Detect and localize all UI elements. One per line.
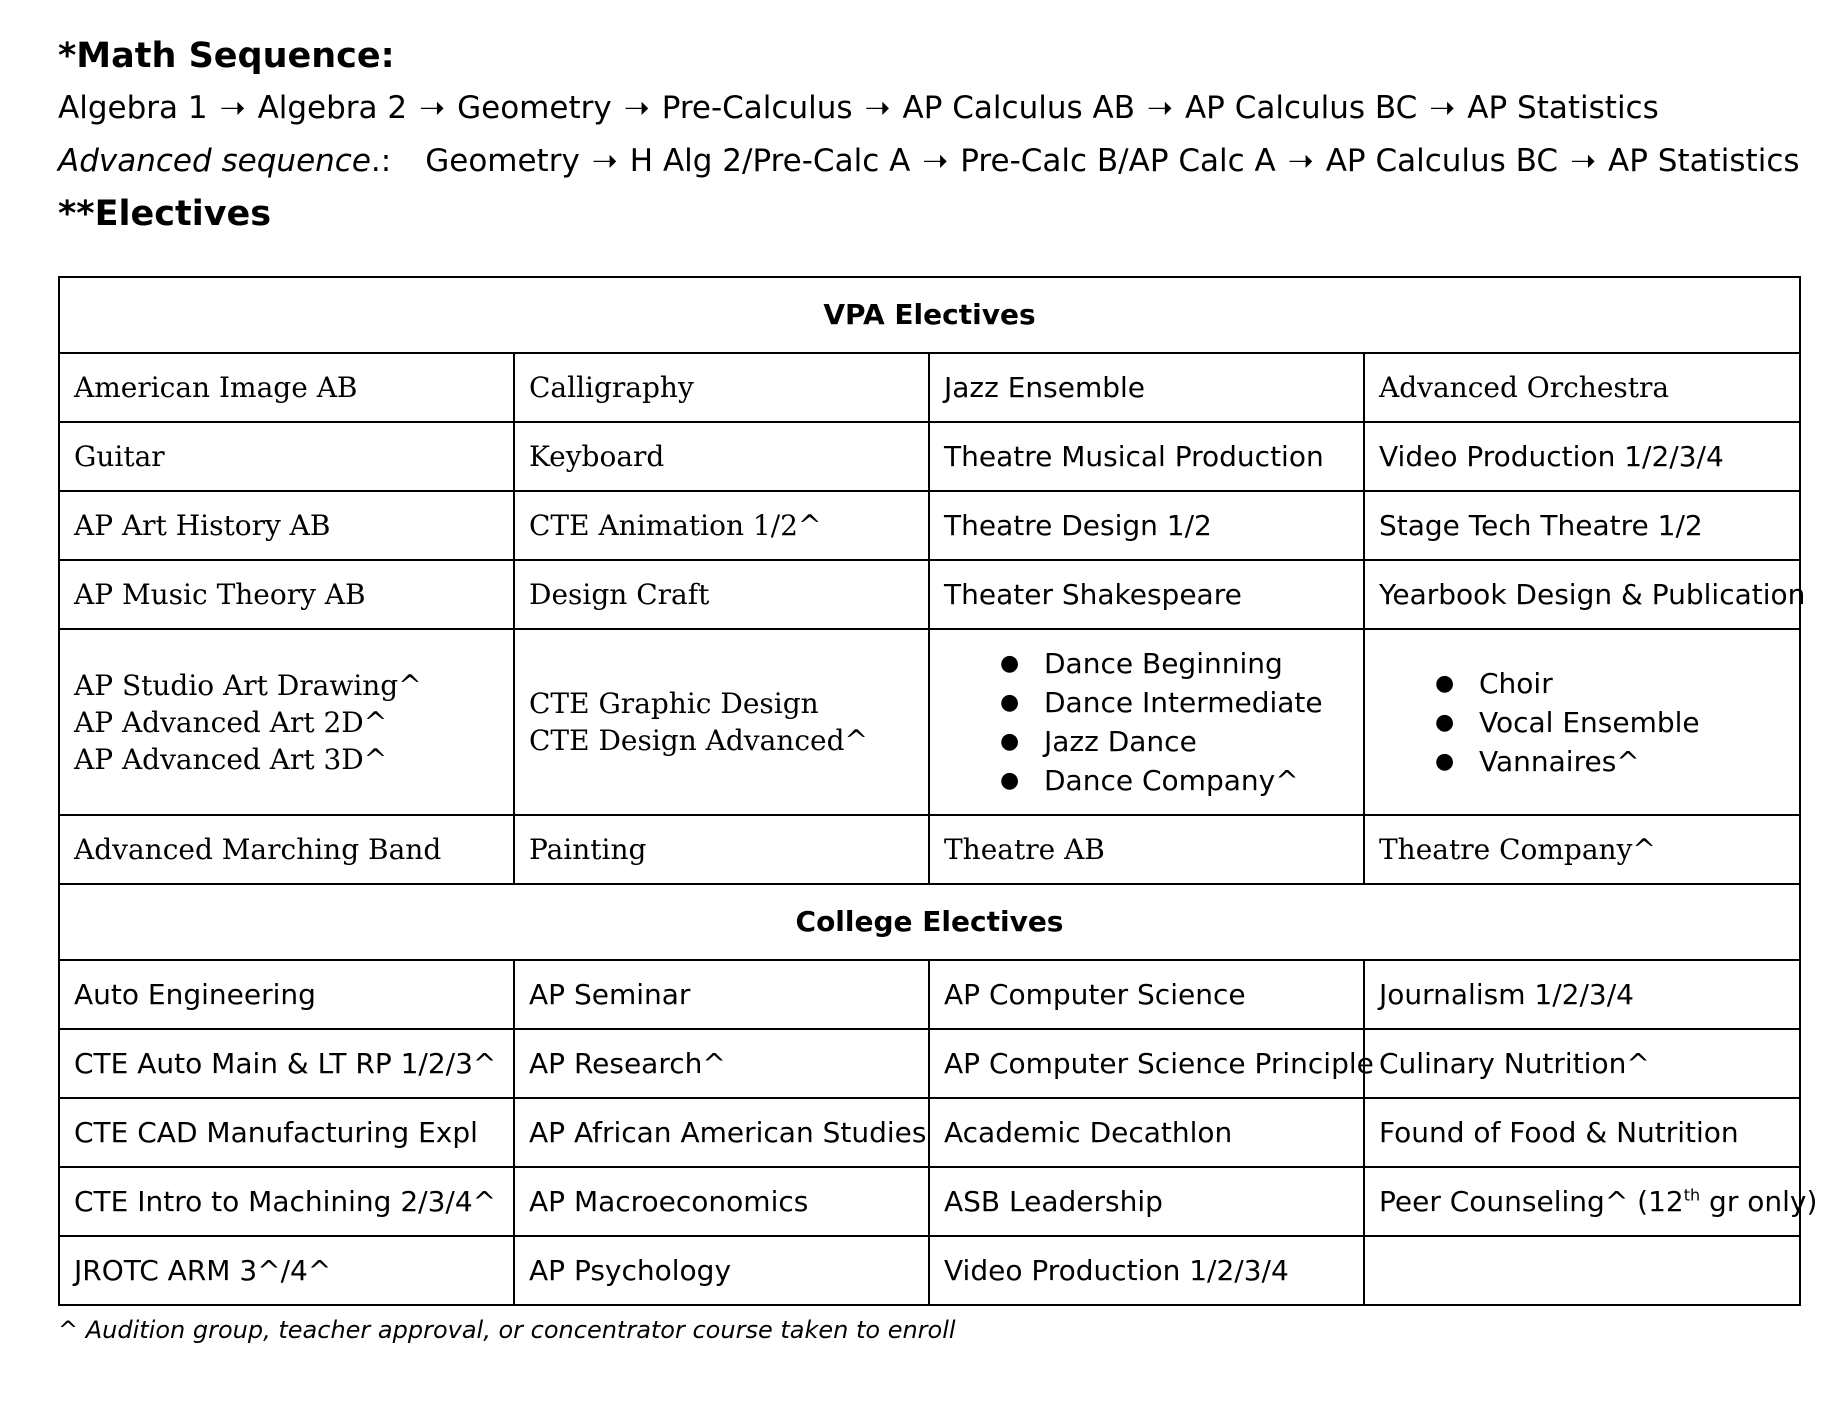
college-section-header: [59, 884, 1800, 960]
table-cell: AP Psychology: [514, 1236, 929, 1305]
table-row: [59, 629, 1800, 815]
table-row: [59, 560, 1800, 629]
table-row: [59, 491, 1800, 560]
electives-heading: **Electives: [58, 194, 272, 234]
table-cell: Theater Shakespeare: [929, 560, 1364, 629]
list-item: ● Vocal Ensemble: [1435, 703, 1785, 742]
math-sequence-heading: *Math Sequence:: [58, 36, 395, 76]
table-cell: AP Seminar: [514, 960, 929, 1029]
math-advanced-sequence: [58, 135, 1818, 188]
seq-step: AP Calculus BC: [1325, 143, 1559, 179]
table-cell: ASB Leadership: [929, 1167, 1364, 1236]
table-cell: Journalism 1/2/3/4: [1364, 960, 1800, 1029]
table-row: [59, 1236, 1800, 1305]
cell-line: AP Advanced Art 3D^: [74, 742, 388, 776]
seq-step: AP Statistics: [1467, 90, 1659, 126]
table-cell: CTE CAD Manufacturing Expl: [59, 1098, 514, 1167]
arrow-icon: ➝: [623, 90, 650, 126]
cell-line: CTE Design Advanced^: [529, 724, 868, 757]
table-cell: Academic Decathlon: [929, 1098, 1364, 1167]
seq-step: Algebra 2: [257, 90, 408, 126]
peer-counseling-text: Peer Counseling^ (12: [1379, 1184, 1684, 1218]
table-row: [59, 353, 1800, 422]
table-cell: Culinary Nutrition^: [1364, 1029, 1800, 1098]
arrow-icon: ➝: [1146, 90, 1173, 126]
table-cell: CTE Intro to Machining 2/3/4^: [59, 1167, 514, 1236]
advanced-sequence-suffix: .:: [370, 143, 392, 179]
peer-counseling-tail: gr only): [1700, 1184, 1818, 1218]
arrow-icon: ➝: [1429, 90, 1456, 126]
seq-step: AP Calculus AB: [902, 90, 1135, 126]
table-cell: AP Music Theory AB: [59, 560, 514, 629]
list-item: ● Dance Intermediate: [1000, 683, 1349, 722]
table-cell: [1364, 1236, 1800, 1305]
arrow-icon: ➝: [864, 90, 891, 126]
table-row: [59, 1098, 1800, 1167]
arrow-icon: ➝: [1287, 143, 1314, 179]
table-cell: AP Art History AB: [59, 491, 514, 560]
seq-step: Pre-Calculus: [661, 90, 853, 126]
table-row: [59, 1029, 1800, 1098]
table-cell: CTE Animation 1/2^: [514, 491, 929, 560]
table-cell: [514, 629, 929, 815]
table-row: [59, 960, 1800, 1029]
ordinal-suffix: th: [1683, 1185, 1701, 1205]
table-cell: [1364, 629, 1800, 815]
table-cell: Video Production 1/2/3/4: [1364, 422, 1800, 491]
arrow-icon: ➝: [219, 90, 246, 126]
table-cell: Calligraphy: [514, 353, 929, 422]
table-row: [59, 422, 1800, 491]
table-cell: Advanced Marching Band: [59, 815, 514, 884]
college-title: College Electives: [59, 884, 1800, 960]
table-cell: CTE Auto Main & LT RP 1/2/3^: [59, 1029, 514, 1098]
math-standard-sequence: [58, 82, 1818, 135]
seq-step: AP Statistics: [1608, 143, 1800, 179]
arrow-icon: ➝: [419, 90, 446, 126]
table-cell: Keyboard: [514, 422, 929, 491]
seq-step: Geometry: [457, 90, 612, 126]
bullet-list: [944, 644, 1349, 800]
arrow-icon: ➝: [1570, 143, 1597, 179]
table-row: [59, 815, 1800, 884]
table-cell: AP Macroeconomics: [514, 1167, 929, 1236]
table-cell: JROTC ARM 3^/4^: [59, 1236, 514, 1305]
list-item: ● Jazz Dance: [1000, 722, 1349, 761]
advanced-sequence-label: Advanced sequence: [58, 143, 371, 179]
seq-step: Algebra 1: [58, 90, 208, 126]
table-cell: AP African American Studies: [514, 1098, 929, 1167]
cell-line: AP Studio Art Drawing^: [74, 668, 422, 702]
table-cell: Video Production 1/2/3/4: [929, 1236, 1364, 1305]
list-item: ● Dance Company^: [1000, 761, 1349, 800]
table-cell: Stage Tech Theatre 1/2: [1364, 491, 1800, 560]
table-cell: Theatre Musical Production: [929, 422, 1364, 491]
table-cell: Design Craft: [514, 560, 929, 629]
seq-step: Pre-Calc B/AP Calc A: [960, 143, 1276, 179]
cell-line: AP Advanced Art 2D^: [74, 705, 388, 739]
footnote: ^ Audition group, teacher approval, or concentrator course taken to enroll: [58, 1316, 956, 1344]
table-cell: AP Research^: [514, 1029, 929, 1098]
list-item: ● Vannaires^: [1435, 742, 1785, 781]
seq-step: H Alg 2/Pre-Calc A: [629, 143, 911, 179]
table-cell: [59, 629, 514, 815]
vpa-title: VPA Electives: [59, 277, 1800, 353]
table-cell: Theatre Company^: [1364, 815, 1800, 884]
table-cell: [929, 629, 1364, 815]
table-cell: American Image AB: [59, 353, 514, 422]
table-cell: Theatre Design 1/2: [929, 491, 1364, 560]
cell-line: CTE Graphic Design: [529, 687, 819, 720]
table-cell: AP Computer Science: [929, 960, 1364, 1029]
list-item: ● Choir: [1435, 664, 1785, 703]
electives-table: [58, 276, 1818, 1306]
table-cell: Theatre AB: [929, 815, 1364, 884]
table-cell: Painting: [514, 815, 929, 884]
table-cell: Jazz Ensemble: [929, 353, 1364, 422]
list-item: ● Dance Beginning: [1000, 644, 1349, 683]
document-page: [58, 30, 1818, 1350]
table-cell: Auto Engineering: [59, 960, 514, 1029]
vpa-section-header: [59, 277, 1800, 353]
table-cell: [1364, 1167, 1818, 1236]
table-cell: Found of Food & Nutrition: [1364, 1098, 1800, 1167]
seq-step: AP Calculus BC: [1184, 90, 1418, 126]
table-row: [59, 1167, 1800, 1236]
arrow-icon: ➝: [591, 143, 618, 179]
seq-step: Geometry: [425, 143, 580, 179]
table-cell: AP Computer Science Principle: [929, 1029, 1364, 1098]
table-cell: Advanced Orchestra: [1364, 353, 1800, 422]
arrow-icon: ➝: [922, 143, 949, 179]
table-cell: Yearbook Design & Publication: [1364, 560, 1800, 629]
bullet-list: [1379, 664, 1785, 781]
table-cell: Guitar: [59, 422, 514, 491]
